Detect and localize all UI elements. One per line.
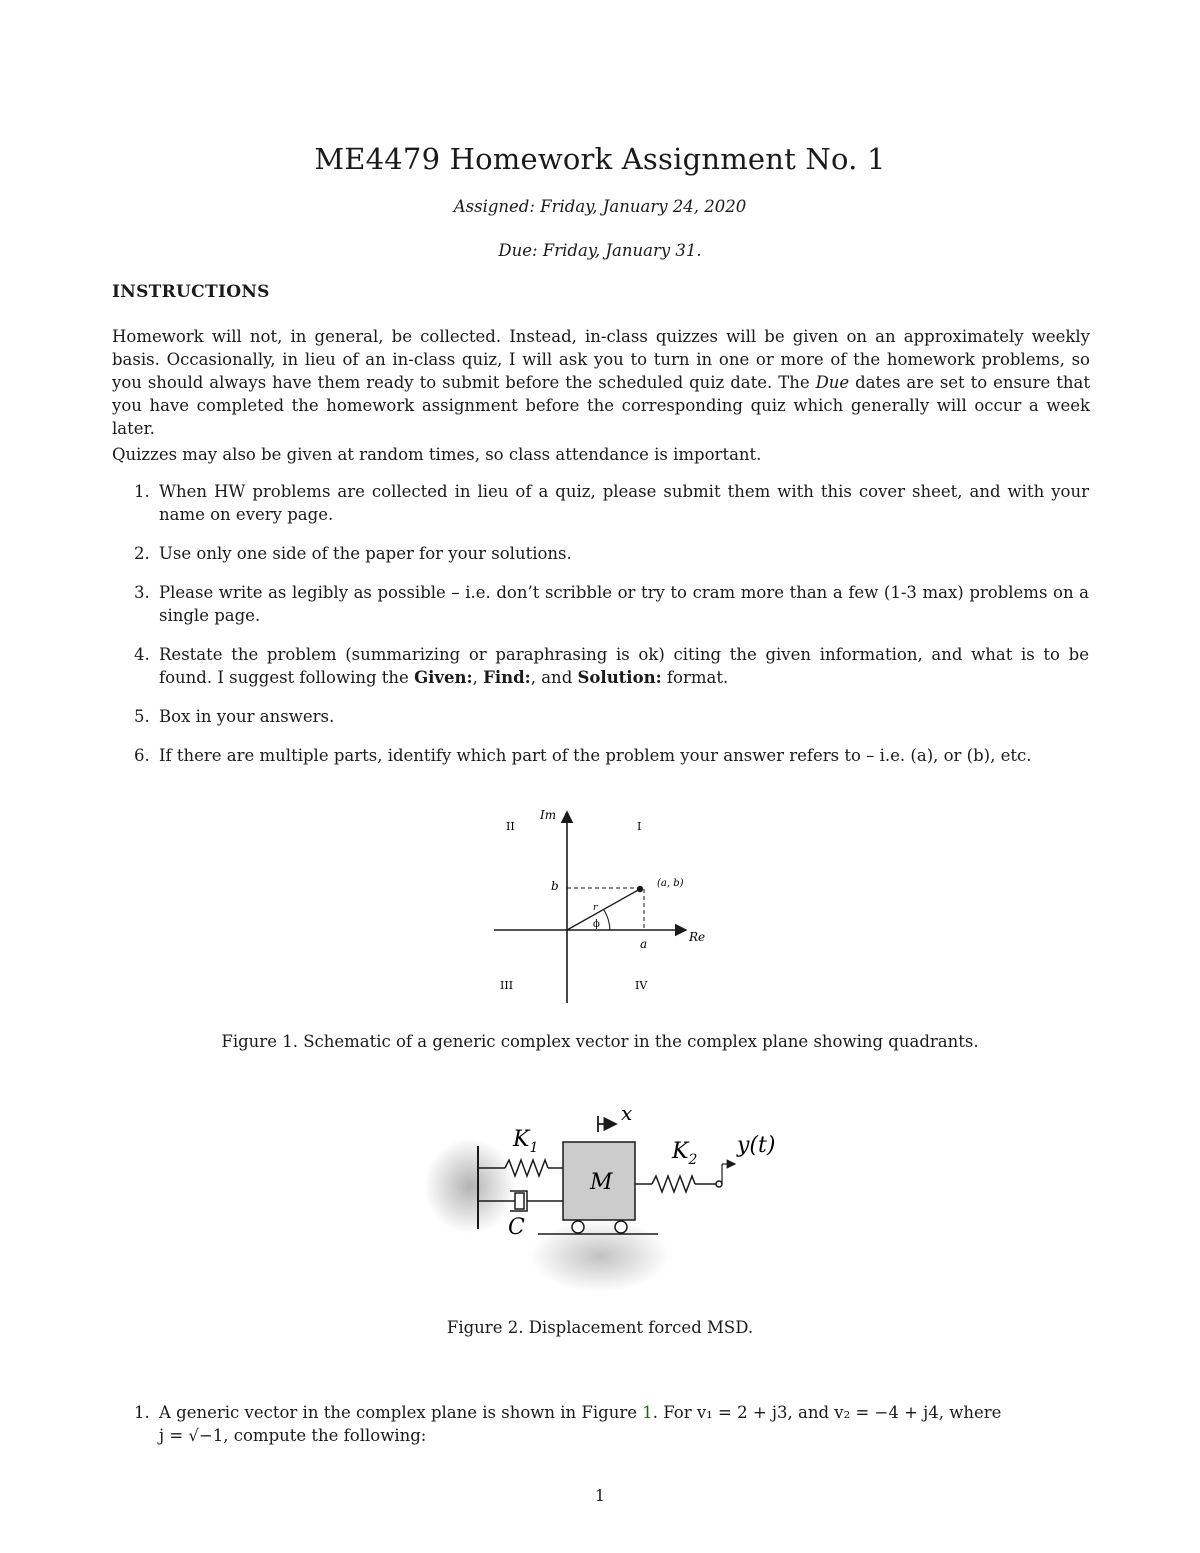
- k1-label: [512, 1127, 538, 1156]
- section-heading: INSTRUCTIONS: [112, 282, 270, 302]
- wall-shading: [424, 1138, 516, 1234]
- assigned-date: Assigned: Friday, January 24, 2020: [453, 197, 747, 216]
- figure2-caption: Figure 2. Displacement forced MSD.: [446, 1318, 754, 1337]
- due-emphasis: Due: [815, 373, 850, 392]
- page-number: 1: [594, 1486, 606, 1505]
- vector-tip-point: [637, 886, 643, 892]
- mass-spring-damper-figure: [420, 1096, 800, 1296]
- given-keyword: Given:: [414, 667, 473, 687]
- k2-label: [671, 1139, 697, 1168]
- list-item-number: 3.: [134, 583, 150, 602]
- problem-text-part: j = √−1, compute the following:: [159, 1425, 427, 1445]
- phi-label: ϕ: [593, 919, 600, 930]
- list-item-number: 1.: [134, 482, 150, 501]
- list-item-number: 6.: [134, 746, 150, 765]
- phi-angle-arc: [604, 910, 610, 930]
- list-item-text: When HW problems are collected in lieu of a quiz, please submit them with this cover sheet, and with your name on every page.: [159, 482, 1089, 524]
- problem-text: [159, 1402, 1089, 1447]
- wheel: [615, 1221, 627, 1233]
- attendance-paragraph: Quizzes may also be given at random times, so class attendance is important.: [112, 445, 762, 464]
- list-item-text: Please write as legibly as possible – i.e. don’t scribble or try to cram more than a few (1-3 max) problems on a single page.: [159, 583, 1089, 625]
- y-input-label: y(t): [737, 1133, 776, 1158]
- x-label: x: [621, 1101, 633, 1125]
- quadrant-label: III: [500, 979, 514, 992]
- list-item-text: If there are multiple parts, identify which part of the problem your answer refers to – i.e. (a), or (b), etc.: [159, 746, 1032, 765]
- mass-label: M: [590, 1170, 613, 1195]
- k1-symbol: K: [513, 1127, 530, 1152]
- point-label: (a, b): [657, 878, 684, 889]
- spring-k2-coil: [652, 1176, 695, 1192]
- k2-subscript: 2: [688, 1152, 698, 1168]
- problem-text-part: A generic vector in the complex plane is shown in Figure: [159, 1403, 643, 1422]
- list-item-number: 5.: [134, 707, 150, 726]
- figure-reference-link[interactable]: 1: [642, 1403, 653, 1422]
- list-item-text: Box in your answers.: [159, 707, 335, 726]
- damper-label: C: [508, 1215, 525, 1240]
- complex-vector: [567, 889, 640, 930]
- imaginary-axis-label: Im: [540, 808, 557, 822]
- problem-text-part: . For v₁ = 2 + j3, and v₂ = −4 + j4, where: [652, 1403, 1002, 1422]
- list-item-text: Use only one side of the paper for your solutions.: [159, 544, 572, 563]
- problem-number: 1.: [134, 1403, 150, 1422]
- ground-shading: [530, 1220, 670, 1292]
- quadrant-label: II: [506, 820, 515, 833]
- separator: ,: [472, 667, 484, 687]
- list-item-text-part: Restate the problem (summarizing or paraphrasing is ok) citing the given information, and what is to be found. I suggest following the: [159, 645, 1089, 687]
- solution-keyword: Solution:: [577, 667, 662, 687]
- find-keyword: Find:: [483, 667, 531, 687]
- paragraph-text: Homework will not, in general, be collected. Instead, in-class quizzes will be given on an approximately weekly basis. Occasionally, in lieu of an in-class quiz, I will ask you to turn in one or more of the homework problems, so you should always have them ready to submit before the scheduled quiz date. The: [112, 327, 1090, 392]
- paragraph-text: dates are set to ensure that you have completed the homework assignment before the corresponding quiz which generally will occur a week later.: [112, 373, 1090, 438]
- input-node: [716, 1181, 722, 1187]
- r-label: r: [593, 903, 598, 913]
- list-item-text: [159, 644, 1089, 689]
- complex-plane-figure: [480, 800, 730, 1010]
- list-item-text-part: format.: [661, 667, 729, 687]
- quadrant-label: I: [637, 820, 642, 833]
- damper-piston: [515, 1193, 524, 1209]
- page-title: ME4479 Homework Assignment No. 1: [314, 142, 886, 176]
- a-label: a: [640, 937, 648, 951]
- instructions-paragraph: [112, 325, 1090, 440]
- quadrant-label: IV: [635, 979, 648, 992]
- real-axis-label: Re: [689, 930, 706, 944]
- separator: , and: [530, 667, 578, 687]
- list-item-number: 2.: [134, 544, 150, 563]
- b-label: b: [551, 879, 559, 893]
- due-date: Due: Friday, January 31.: [498, 241, 702, 260]
- figure1-caption: Figure 1. Schematic of a generic complex vector in the complex plane showing quadrants.: [221, 1032, 979, 1051]
- k2-symbol: K: [672, 1139, 689, 1164]
- k1-subscript: 1: [529, 1140, 539, 1156]
- wheel: [572, 1221, 584, 1233]
- list-item-number: 4.: [134, 645, 150, 664]
